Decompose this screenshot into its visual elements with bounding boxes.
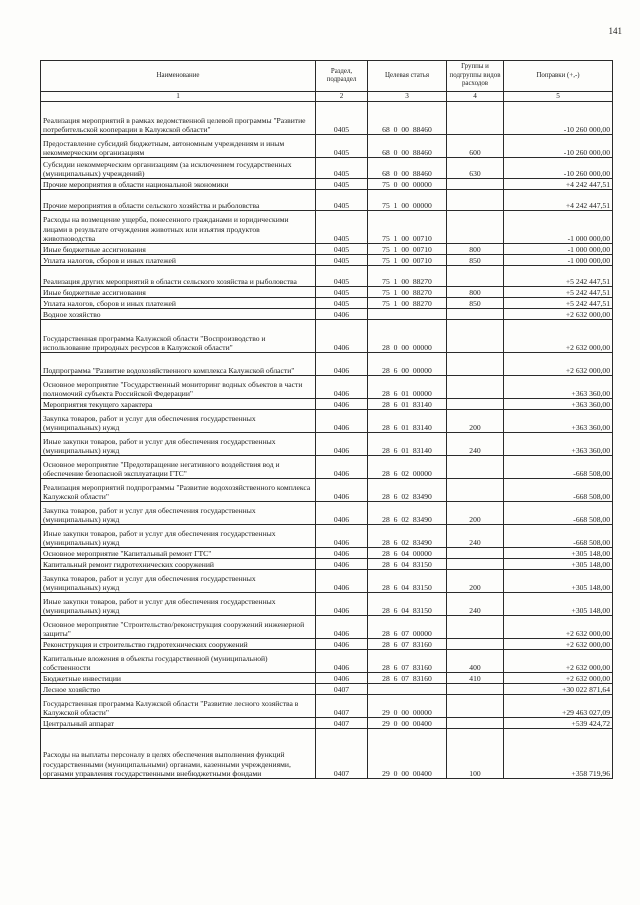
table-row [41, 616, 613, 639]
row-section-cell: 0407 [316, 684, 368, 695]
table-row [41, 309, 613, 320]
row-target-cell: 75 1 00 00000 [368, 190, 447, 211]
table-row [41, 502, 613, 525]
row-group-cell [447, 399, 504, 410]
row-target-cell: 75 0 00 00000 [368, 179, 447, 190]
row-name-cell: Капитальный ремонт гидротехнических сооружений [41, 559, 316, 570]
table-row [41, 673, 613, 684]
table-row [41, 729, 613, 779]
row-amount-cell: -10 260 000,00 [504, 158, 613, 179]
row-amount-cell: +2 632 000,00 [504, 309, 613, 320]
table-row [41, 650, 613, 673]
budget-amendments-table [40, 60, 613, 779]
row-group-cell [447, 320, 504, 353]
table-row [41, 190, 613, 211]
row-amount-cell: +363 360,00 [504, 433, 613, 456]
row-name-cell: Расходы на возмещение ущерба, понесенного гражданами и юридическими лицами в результате отчуждения животных или изъятия продуктов животноводства [41, 211, 316, 244]
table-row [41, 399, 613, 410]
row-section-cell: 0407 [316, 695, 368, 718]
row-name-cell: Реализация других мероприятий в области сельского хозяйства и рыболовства [41, 266, 316, 287]
table-body [41, 102, 613, 779]
row-amount-cell: +5 242 447,51 [504, 298, 613, 309]
row-target-cell: 75 1 00 00710 [368, 211, 447, 244]
row-group-cell [447, 309, 504, 320]
table-row [41, 266, 613, 287]
row-name-cell: Реализация мероприятий в рамках ведомственной целевой программы "Развитие потребительской кооперации в Калужской области" [41, 102, 316, 135]
row-target-cell: 28 6 02 83490 [368, 525, 447, 548]
row-section-cell: 0406 [316, 548, 368, 559]
row-section-cell: 0405 [316, 190, 368, 211]
row-amount-cell: +305 148,00 [504, 570, 613, 593]
row-group-cell [447, 102, 504, 135]
table-row [41, 718, 613, 729]
row-name-cell: Закупка товаров, работ и услуг для обеспечения государственных (муниципальных) нужд [41, 502, 316, 525]
row-target-cell [368, 309, 447, 320]
header-target: Целевая статья [368, 61, 447, 92]
table-row [41, 179, 613, 190]
table-row [41, 135, 613, 158]
row-amount-cell: +363 360,00 [504, 410, 613, 433]
row-group-cell: 200 [447, 502, 504, 525]
row-target-cell: 75 1 00 00710 [368, 255, 447, 266]
row-target-cell: 29 0 00 00400 [368, 718, 447, 729]
row-target-cell: 28 6 01 83140 [368, 433, 447, 456]
column-number: 1 [41, 92, 316, 102]
row-target-cell: 28 6 01 00000 [368, 376, 447, 399]
row-section-cell: 0406 [316, 456, 368, 479]
row-amount-cell: -10 260 000,00 [504, 102, 613, 135]
row-target-cell: 28 6 02 83490 [368, 479, 447, 502]
row-name-cell: Субсидии некоммерческим организациям (за исключением государственных (муниципальных) учреждений) [41, 158, 316, 179]
row-amount-cell: +30 022 871,64 [504, 684, 613, 695]
row-amount-cell: +363 360,00 [504, 399, 613, 410]
row-name-cell: Основное мероприятие "Капитальный ремонт ГТС" [41, 548, 316, 559]
row-name-cell: Иные закупки товаров, работ и услуг для обеспечения государственных (муниципальных) нужд [41, 433, 316, 456]
row-amount-cell: -668 508,00 [504, 479, 613, 502]
row-amount-cell: +4 242 447,51 [504, 179, 613, 190]
row-amount-cell: +539 424,72 [504, 718, 613, 729]
row-section-cell: 0406 [316, 309, 368, 320]
table-row [41, 287, 613, 298]
row-amount-cell: +363 360,00 [504, 376, 613, 399]
row-amount-cell: +5 242 447,51 [504, 287, 613, 298]
row-group-cell [447, 559, 504, 570]
row-group-cell [447, 456, 504, 479]
row-section-cell: 0405 [316, 255, 368, 266]
row-amount-cell: -1 000 000,00 [504, 244, 613, 255]
row-section-cell: 0406 [316, 639, 368, 650]
table-row [41, 695, 613, 718]
row-target-cell: 28 6 07 83160 [368, 673, 447, 684]
row-name-cell: Водное хозяйство [41, 309, 316, 320]
row-amount-cell: +2 632 000,00 [504, 320, 613, 353]
row-section-cell: 0405 [316, 102, 368, 135]
row-name-cell: Капитальные вложения в объекты государственной (муниципальной) собственности [41, 650, 316, 673]
row-name-cell: Реализация мероприятий подпрограммы "Развитие водохозяйственного комплекса Калужской области" [41, 479, 316, 502]
row-section-cell: 0405 [316, 266, 368, 287]
table-row [41, 684, 613, 695]
row-target-cell: 75 1 00 88270 [368, 266, 447, 287]
row-group-cell [447, 639, 504, 650]
row-target-cell: 75 1 00 00710 [368, 244, 447, 255]
page-number: 141 [608, 26, 622, 36]
row-group-cell [447, 684, 504, 695]
row-target-cell [368, 684, 447, 695]
header-groups: Группы и подгруппы видов расходов [447, 61, 504, 92]
row-section-cell: 0405 [316, 287, 368, 298]
row-group-cell: 850 [447, 298, 504, 309]
row-section-cell: 0405 [316, 179, 368, 190]
row-amount-cell: -668 508,00 [504, 502, 613, 525]
row-section-cell: 0406 [316, 673, 368, 684]
row-target-cell: 28 6 02 00000 [368, 456, 447, 479]
header-section: Раздел, подраздел [316, 61, 368, 92]
row-amount-cell: -668 508,00 [504, 525, 613, 548]
row-target-cell: 28 6 07 83160 [368, 650, 447, 673]
row-group-cell: 850 [447, 255, 504, 266]
table-row [41, 255, 613, 266]
row-name-cell: Иные закупки товаров, работ и услуг для обеспечения государственных (муниципальных) нужд [41, 593, 316, 616]
row-group-cell: 240 [447, 433, 504, 456]
row-section-cell: 0406 [316, 559, 368, 570]
row-section-cell: 0406 [316, 376, 368, 399]
row-name-cell: Подпрограмма "Развитие водохозяйственного комплекса Калужской области" [41, 353, 316, 376]
row-group-cell: 410 [447, 673, 504, 684]
row-target-cell: 28 6 01 83140 [368, 410, 447, 433]
row-amount-cell: +2 632 000,00 [504, 639, 613, 650]
column-number: 2 [316, 92, 368, 102]
row-group-cell: 240 [447, 525, 504, 548]
row-section-cell: 0405 [316, 298, 368, 309]
table-row [41, 456, 613, 479]
row-section-cell: 0405 [316, 158, 368, 179]
table-row [41, 211, 613, 244]
row-amount-cell: +358 719,96 [504, 729, 613, 779]
row-target-cell: 68 0 00 88460 [368, 102, 447, 135]
row-name-cell: Иные бюджетные ассигнования [41, 244, 316, 255]
row-amount-cell: -1 000 000,00 [504, 255, 613, 266]
table-row [41, 410, 613, 433]
row-section-cell: 0405 [316, 135, 368, 158]
row-group-cell [447, 718, 504, 729]
row-target-cell: 75 1 00 88270 [368, 298, 447, 309]
table-header-row [41, 61, 613, 92]
row-target-cell: 28 6 07 00000 [368, 616, 447, 639]
row-group-cell [447, 695, 504, 718]
table-row [41, 320, 613, 353]
row-section-cell: 0406 [316, 410, 368, 433]
row-target-cell: 28 6 04 83150 [368, 559, 447, 570]
row-group-cell [447, 479, 504, 502]
row-target-cell: 29 0 00 00000 [368, 695, 447, 718]
table-row [41, 244, 613, 255]
row-group-cell [447, 616, 504, 639]
row-name-cell: Основное мероприятие "Строительство/реконструкция сооружений инженерной защиты" [41, 616, 316, 639]
row-section-cell: 0406 [316, 593, 368, 616]
row-name-cell: Уплата налогов, сборов и иных платежей [41, 298, 316, 309]
row-group-cell: 800 [447, 287, 504, 298]
row-target-cell: 68 0 00 88460 [368, 158, 447, 179]
row-section-cell: 0406 [316, 433, 368, 456]
row-name-cell: Государственная программа Калужской области "Воспроизводство и использование природных ресурсов в Калужской области" [41, 320, 316, 353]
row-amount-cell: +305 148,00 [504, 593, 613, 616]
row-target-cell: 28 0 00 00000 [368, 320, 447, 353]
table-row [41, 376, 613, 399]
row-section-cell: 0407 [316, 718, 368, 729]
row-amount-cell: +305 148,00 [504, 559, 613, 570]
row-group-cell: 800 [447, 244, 504, 255]
row-name-cell: Реконструкция и строительство гидротехнических сооружений [41, 639, 316, 650]
row-group-cell [447, 211, 504, 244]
row-group-cell [447, 548, 504, 559]
row-name-cell: Прочие мероприятия в области национальной экономики [41, 179, 316, 190]
row-amount-cell: +29 463 027,09 [504, 695, 613, 718]
column-number: 4 [447, 92, 504, 102]
table-row [41, 593, 613, 616]
row-group-cell: 200 [447, 570, 504, 593]
row-target-cell: 68 0 00 88460 [368, 135, 447, 158]
row-section-cell: 0406 [316, 399, 368, 410]
column-number: 5 [504, 92, 613, 102]
table-row [41, 298, 613, 309]
row-name-cell: Бюджетные инвестиции [41, 673, 316, 684]
table-row [41, 479, 613, 502]
table-row [41, 353, 613, 376]
row-section-cell: 0405 [316, 244, 368, 255]
row-target-cell: 28 6 02 83490 [368, 502, 447, 525]
table-row [41, 548, 613, 559]
row-group-cell: 630 [447, 158, 504, 179]
row-name-cell: Государственная программа Калужской области "Развитие лесного хозяйства в Калужской области" [41, 695, 316, 718]
row-amount-cell: +2 632 000,00 [504, 673, 613, 684]
row-name-cell: Мероприятия текущего характера [41, 399, 316, 410]
table-row [41, 433, 613, 456]
row-section-cell: 0407 [316, 729, 368, 779]
row-section-cell: 0406 [316, 479, 368, 502]
table-row [41, 570, 613, 593]
row-name-cell: Лесное хозяйство [41, 684, 316, 695]
column-number-row [41, 92, 613, 102]
table-row [41, 158, 613, 179]
column-number: 3 [368, 92, 447, 102]
row-group-cell [447, 376, 504, 399]
table-row [41, 639, 613, 650]
row-group-cell [447, 266, 504, 287]
row-group-cell [447, 353, 504, 376]
row-name-cell: Уплата налогов, сборов и иных платежей [41, 255, 316, 266]
row-section-cell: 0406 [316, 650, 368, 673]
row-name-cell: Иные закупки товаров, работ и услуг для обеспечения государственных (муниципальных) нужд [41, 525, 316, 548]
row-amount-cell: -668 508,00 [504, 456, 613, 479]
table-row [41, 102, 613, 135]
row-target-cell: 28 6 01 83140 [368, 399, 447, 410]
row-group-cell: 240 [447, 593, 504, 616]
row-group-cell [447, 190, 504, 211]
row-target-cell: 28 6 04 83150 [368, 593, 447, 616]
row-name-cell: Основное мероприятие "Государственный мониторинг водных объектов в части полномочий субъекта Российской Федерации" [41, 376, 316, 399]
row-amount-cell: +4 242 447,51 [504, 190, 613, 211]
row-section-cell: 0406 [316, 616, 368, 639]
row-group-cell: 400 [447, 650, 504, 673]
table-row [41, 525, 613, 548]
table-row [41, 559, 613, 570]
row-name-cell: Центральный аппарат [41, 718, 316, 729]
row-amount-cell: +305 148,00 [504, 548, 613, 559]
row-name-cell: Расходы на выплаты персоналу в целях обеспечения выполнения функций государственными (муниципальными) органами, казенными учреждениями, органами управления государственными внебюджетными фондами [41, 729, 316, 779]
row-target-cell: 28 6 04 00000 [368, 548, 447, 559]
header-name: Наименование [41, 61, 316, 92]
row-section-cell: 0406 [316, 502, 368, 525]
row-amount-cell: +2 632 000,00 [504, 353, 613, 376]
row-name-cell: Закупка товаров, работ и услуг для обеспечения государственных (муниципальных) нужд [41, 570, 316, 593]
row-target-cell: 28 6 00 00000 [368, 353, 447, 376]
row-amount-cell: +2 632 000,00 [504, 650, 613, 673]
row-amount-cell: -1 000 000,00 [504, 211, 613, 244]
row-amount-cell: +2 632 000,00 [504, 616, 613, 639]
row-target-cell: 28 6 04 83150 [368, 570, 447, 593]
row-name-cell: Иные бюджетные ассигнования [41, 287, 316, 298]
row-name-cell: Основное мероприятие "Предотвращение негативного воздействия вод и обеспечение безопасной эксплуатации ГТС" [41, 456, 316, 479]
row-section-cell: 0406 [316, 353, 368, 376]
row-name-cell: Предоставление субсидий бюджетным, автономным учреждениям и иным некоммерческим организациям [41, 135, 316, 158]
row-section-cell: 0406 [316, 570, 368, 593]
row-amount-cell: +5 242 447,51 [504, 266, 613, 287]
row-group-cell: 200 [447, 410, 504, 433]
row-section-cell: 0406 [316, 525, 368, 548]
header-amendments: Поправки (+,-) [504, 61, 613, 92]
row-target-cell: 29 0 00 00400 [368, 729, 447, 779]
row-group-cell: 600 [447, 135, 504, 158]
row-group-cell [447, 179, 504, 190]
row-section-cell: 0406 [316, 320, 368, 353]
row-target-cell: 28 6 07 83160 [368, 639, 447, 650]
row-target-cell: 75 1 00 88270 [368, 287, 447, 298]
row-section-cell: 0405 [316, 211, 368, 244]
row-name-cell: Закупка товаров, работ и услуг для обеспечения государственных (муниципальных) нужд [41, 410, 316, 433]
row-amount-cell: -10 260 000,00 [504, 135, 613, 158]
row-group-cell: 100 [447, 729, 504, 779]
row-name-cell: Прочие мероприятия в области сельского хозяйства и рыболовства [41, 190, 316, 211]
